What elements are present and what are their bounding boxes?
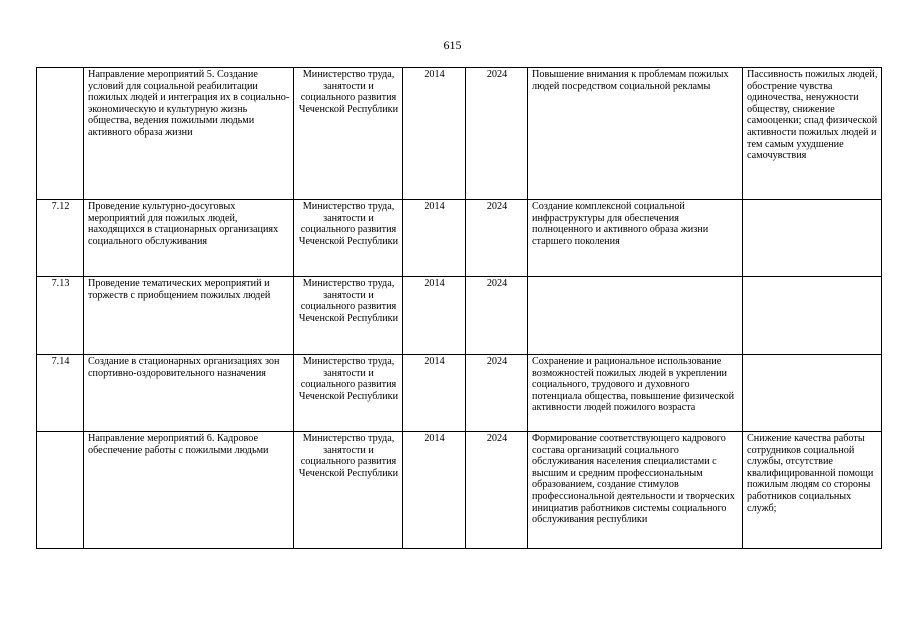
measures-table — [36, 67, 882, 549]
executor: Министерство труда, занятости и социального развития Чеченской Республики — [294, 277, 403, 355]
non-implementation-consequences — [743, 200, 882, 277]
expected-result: Сохранение и рациональное использование возможностей пожилых людей в укреплении социального, трудового и духовного потенциала общества, повышение физической активности людей пожилого возраста — [528, 355, 743, 432]
end-year: 2024 — [466, 355, 528, 432]
executor: Министерство труда, занятости и социального развития Чеченской Республики — [294, 355, 403, 432]
page-number: 615 — [443, 38, 462, 52]
non-implementation-consequences — [743, 355, 882, 432]
measure-name: Проведение тематических мероприятий и торжеств с приобщением пожилых людей — [84, 277, 294, 355]
end-year: 2024 — [466, 432, 528, 549]
start-year: 2014 — [403, 355, 466, 432]
expected-result — [528, 277, 743, 355]
row-number: 7.14 — [37, 355, 84, 432]
non-implementation-consequences — [743, 277, 882, 355]
end-year: 2024 — [466, 200, 528, 277]
executor: Министерство труда, занятости и социального развития Чеченской Республики — [294, 68, 403, 200]
executor: Министерство труда, занятости и социального развития Чеченской Республики — [294, 200, 403, 277]
expected-result: Создание комплексной социальной инфраструктуры для обеспечения полноценного и активного образа жизни старшего поколения — [528, 200, 743, 277]
row-number — [37, 432, 84, 549]
table-row — [37, 68, 882, 200]
non-implementation-consequences: Снижение качества работы сотрудников социальной службы, отсутствие квалифицированной помощи пожилым людям со стороны работников социальных служб; — [743, 432, 882, 549]
expected-result: Формирование соответствующего кадрового состава организаций социального обслуживания населения специалистами с высшим и средним профессиональным образованием, создание стимулов профессиональной деятельности и творческих инициатив работников системы социального обслуживания республики — [528, 432, 743, 549]
table-row — [37, 200, 882, 277]
row-number: 7.12 — [37, 200, 84, 277]
measure-name: Создание в стационарных организациях зон спортивно-оздоровительного назначения — [84, 355, 294, 432]
row-number — [37, 68, 84, 200]
executor: Министерство труда, занятости и социального развития Чеченской Республики — [294, 432, 403, 549]
table-row — [37, 432, 882, 549]
non-implementation-consequences: Пассивность пожилых людей, обострение чувства одиночества, ненужности обществу, снижение самооценки; спад физической активности пожилых людей и тем самым ухудшение самочувствия — [743, 68, 882, 200]
start-year: 2014 — [403, 432, 466, 549]
table-row — [37, 277, 882, 355]
start-year: 2014 — [403, 68, 466, 200]
row-number: 7.13 — [37, 277, 84, 355]
end-year: 2024 — [466, 277, 528, 355]
end-year: 2024 — [466, 68, 528, 200]
measure-name: Проведение культурно-досуговых мероприятий для пожилых людей, находящихся в стационарных организациях социального обслуживания — [84, 200, 294, 277]
table-row — [37, 355, 882, 432]
expected-result: Повышение внимания к проблемам пожилых людей посредством социальной рекламы — [528, 68, 743, 200]
start-year: 2014 — [403, 277, 466, 355]
measure-name: Направление мероприятий 6. Кадровое обеспечение работы с пожилыми людьми — [84, 432, 294, 549]
start-year: 2014 — [403, 200, 466, 277]
measure-name: Направление мероприятий 5. Создание условий для социальной реабилитации пожилых людей и интеграция их в социально-экономическую и культурную жизнь общества, ведения пожилыми людьми активного образа жизни — [84, 68, 294, 200]
